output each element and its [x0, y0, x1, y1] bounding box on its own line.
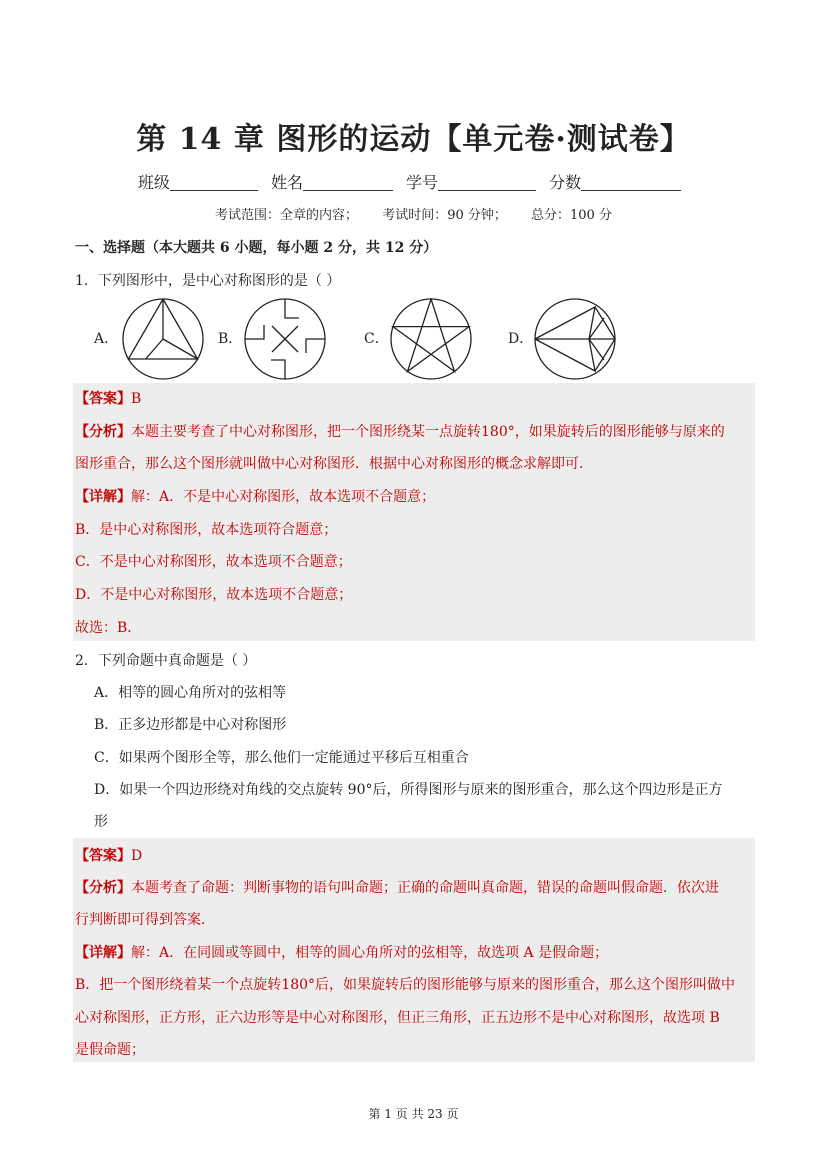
q1-analysis-1: [75, 421, 725, 441]
q2-option-b: B．正多边形都是中心对称图形: [94, 717, 287, 733]
q1-option-c-label: C．: [364, 331, 389, 347]
q2-analysis-1: [75, 877, 719, 897]
q2-detail-3: 心对称图形，正方形，正六边形等是中心对称图形，但正三角形，正五边形不是中心对称图形，故选项 B: [75, 1010, 720, 1026]
q1-figure-a: [122, 298, 204, 380]
q1-figure-d: [534, 298, 616, 380]
q1-detail-4: D．不是中心对称图形，故本选项不合题意；: [75, 587, 353, 603]
name-blank[interactable]: [303, 174, 393, 191]
q2-detail-tag: 【详解】: [75, 945, 131, 961]
q1-detail-2: B．是中心对称图形，故本选项符合题意；: [75, 522, 338, 538]
page-title: 第 14 章 图形的运动【单元卷·测试卷】: [136, 122, 691, 157]
q1-figures: [94, 296, 654, 382]
q2-detail-4: 是假命题；: [75, 1042, 145, 1058]
q1-answer-tag: 【答案】: [75, 391, 131, 407]
q1-analysis-text-1: 本题主要考查了中心对称图形，把一个图形绕某一点旋转180°，如果旋转后的图形能够与原来的: [131, 424, 725, 440]
q2-answer-value: D: [131, 848, 143, 864]
score-label: 分数: [549, 173, 582, 192]
q1-analysis-tag: 【分析】: [75, 424, 131, 440]
q1-stem: 1．下列图形中，是中心对称图形的是（ ）: [75, 273, 341, 289]
q1-option-a-label: A．: [94, 331, 119, 347]
q2-option-d-1: D．如果一个四边形绕对角线的交点旋转 90°后，所得图形与原来的图形重合，那么这个四边形是正方: [94, 782, 723, 798]
q1-answer-value: B: [131, 391, 142, 407]
q1-detail-3: C．不是中心对称图形，故本选项不合题意；: [75, 554, 352, 570]
q2-answer-tag: 【答案】: [75, 848, 131, 864]
exam-scope: 考试范围：全章的内容；: [215, 208, 359, 223]
q1-detail-tag: 【详解】: [75, 489, 131, 505]
name-label: 姓名: [270, 173, 303, 192]
q1-option-b-label: B．: [218, 331, 243, 347]
q2-option-c: C．如果两个图形全等，那么他们一定能通过平移后互相重合: [94, 750, 469, 766]
q1-conclusion: 故选：B．: [75, 620, 142, 636]
student-id-blank[interactable]: [438, 174, 536, 191]
q2-analysis-tag: 【分析】: [75, 880, 131, 896]
student-id-label: 学号: [406, 173, 439, 192]
q2-detail-1: [75, 942, 608, 962]
page-footer: 第 1 页 共 23 页: [368, 1107, 459, 1121]
class-blank[interactable]: [170, 174, 258, 191]
q2-detail-text-1: 解：A．在同圆或等圆中，相等的圆心角所对的弦相等，故选项 A 是假命题；: [131, 945, 609, 961]
q1-analysis-2: 图形重合，那么这个图形就叫做中心对称图形．根据中心对称图形的概念求解即可．: [75, 456, 593, 472]
q2-analysis-text-1: 本题考查了命题：判断事物的语句叫命题；正确的命题叫真命题，错误的命题叫假命题．依次进: [131, 880, 719, 896]
q1-figure-c: [390, 298, 472, 380]
class-label: 班级: [137, 173, 170, 192]
exam-info: [0, 204, 827, 223]
student-info-line: [0, 170, 827, 193]
q1-figure-b: [244, 298, 326, 380]
q2-analysis-2: 行判断即可得到答案．: [75, 912, 215, 928]
q1-option-d-label: D．: [508, 331, 534, 347]
exam-time: 考试时间：90 分钟；: [382, 208, 507, 223]
q1-answer: [75, 388, 141, 408]
section-heading: 一、选择题（本大题共 6 小题，每小题 2 分，共 12 分）: [75, 240, 438, 256]
score-blank[interactable]: [581, 174, 681, 191]
q1-detail-1: [75, 486, 435, 506]
q2-option-d-2: 形: [94, 814, 108, 830]
q2-option-a: A．相等的圆心角所对的弦相等: [94, 685, 287, 701]
q2-answer: [75, 845, 142, 865]
exam-total-score: 总分：100 分: [531, 208, 612, 223]
q2-stem: 2．下列命题中真命题是（ ）: [75, 653, 257, 669]
q1-detail-text-1: 解：A．不是中心对称图形，故本选项不合题意；: [131, 489, 436, 505]
q2-detail-2: B．把一个图形绕着某一个点旋转180°后，如果旋转后的图形能够与原来的图形重合，那么这个图形叫做中: [75, 977, 736, 993]
